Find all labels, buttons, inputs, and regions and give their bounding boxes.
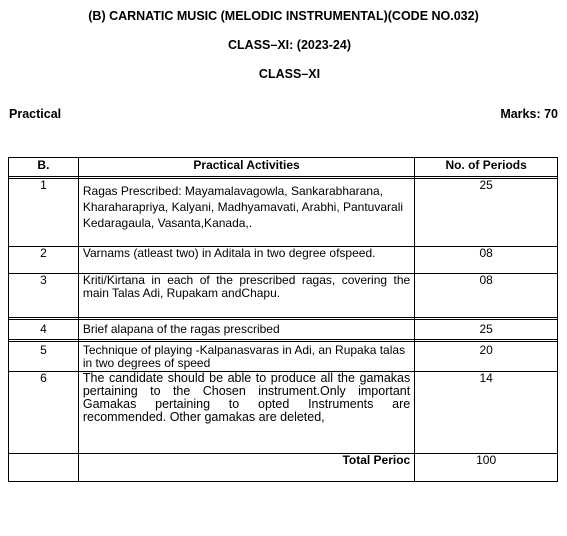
table-header-row: [9, 158, 558, 177]
header-serial-no: B.: [9, 158, 79, 177]
table-row: [9, 247, 558, 274]
document-title: (B) CARNATIC MUSIC (MELODIC INSTRUMENTAL)(CODE NO.032): [88, 9, 479, 23]
row-periods: 25: [415, 320, 558, 340]
table-row: [9, 274, 558, 318]
row-periods: 08: [415, 247, 558, 274]
row-activity: Kriti/Kirtana in each of the prescribed ragas, covering the main Talas Adi, Rupakam andChapu.: [78, 274, 414, 318]
row-periods: 20: [415, 342, 558, 372]
row-activity: The candidate should be able to produce all the gamakas pertaining to the Chosen instrument.Only important Gamakas pertaining to opted Instruments are recommended. Other gamakas are deleted,: [78, 372, 414, 454]
row-number: 2: [9, 247, 79, 274]
row-number: 3: [9, 274, 79, 318]
header-practical-activities: Practical Activities: [78, 158, 414, 177]
row-number: 5: [9, 342, 79, 372]
row-periods: 14: [415, 372, 558, 454]
class-year-heading: CLASS–XI: (2023-24): [228, 38, 351, 52]
row-periods: 25: [415, 179, 558, 247]
class-heading: CLASS–XI: [258, 67, 321, 81]
total-empty-cell: [9, 454, 79, 482]
header-no-of-periods: No. of Periods: [415, 158, 558, 177]
practical-activities-table: [8, 157, 558, 482]
row-periods: 08: [415, 274, 558, 318]
row-number: 6: [9, 372, 79, 454]
table-total-row: [9, 454, 558, 482]
row-activity: Varnams (atleast two) in Aditala in two degree ofspeed.: [78, 247, 414, 274]
row-number: 1: [9, 179, 79, 247]
table-row: [9, 179, 558, 247]
total-label: Total Perioc: [78, 454, 414, 482]
section-label: Practical: [9, 107, 62, 121]
table-row: [9, 320, 558, 340]
table-row: [9, 372, 558, 454]
marks-label: Marks: 70: [500, 107, 558, 121]
row-activity: Technique of playing -Kalpanasvaras in Adi, an Rupaka talas in two degrees of speed: [78, 342, 414, 372]
row-activity: Ragas Prescribed: Mayamalavagowla, Sankarabharana, Kharaharapriya, Kalyani, Madhyamavati, Arabhi, Pantuvarali Kedaragaula, Vasanta,Kanada,.: [78, 179, 414, 247]
table-row: [9, 342, 558, 372]
row-number: 4: [9, 320, 79, 340]
total-value: 100: [415, 454, 558, 482]
row-activity: Brief alapana of the ragas prescribed: [78, 320, 414, 340]
